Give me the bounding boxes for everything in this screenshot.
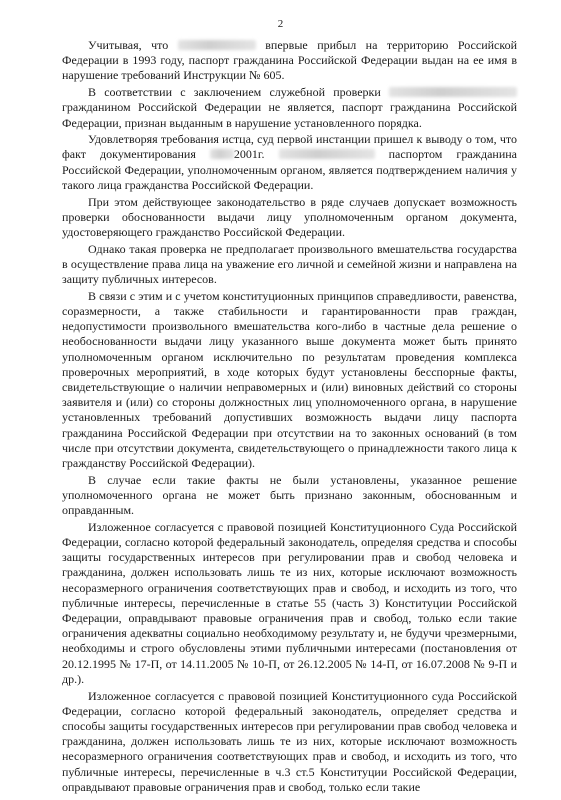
paragraph-1-text-b: впервые прибыл на территорию Российской Федерации в 1993 году, паспорт гражданина Российской Федерации выдан на ее имя в нарушение требований Инструкции № 605. [62, 38, 518, 83]
redacted-name [389, 87, 517, 97]
paragraph-3-text-b: 2001г. [233, 147, 265, 162]
paragraph-2-text-a: В соответствии с заключением служебной проверки [88, 85, 381, 100]
paragraph-2-text-b: гражданином Российской Федерации не является, паспорт гражданина Российской Федерации, признан выданным в нарушение установленного порядка. [62, 100, 517, 130]
paragraph-8: Изложенное согласуется с правовой позицией Конституционного Суда Российской Федерации, согласно которой федеральный законодатель, определяя средства и способы защиты государственных интересов при регулировании прав и свобод человека и гражданина, должен использовать лишь те из них, которые исключают возможность несоразмерного ограничения соответствующих прав и свобод, и исходить из того, что публичные интересы, перечисленные в статье 55 (часть 3) Конституции Российской Федерации, оправдывают правовые ограничения прав и свобод, только если такие ограничения адекватны социально необходимому результату и, не будучи чрезмерными, необходимы и строго обусловлены этими публичными интересами (постановления от 20.12.1995 № 17-П, от 14.11.2005 № 10-П, от 26.12.2005 № 14-П, от 16.07.2008 № 9-П и др.). [62, 519, 517, 686]
paragraph-3-text-c: паспортом гражданина Российской Федерации, уполномоченным органом, является подтверждением наличия у такого лица гражданства Российской Федерации. [62, 147, 517, 192]
paragraph-9: Изложенное согласуется с правовой позицией Конституционного суда Российской Федерации, согласно которой федеральный законодатель, определяет средства и способы защиты государственных интересов при регулировании прав свобод человека и гражданина, должен использовать лишь те из них, которые исключают возможность несоразмерного ограничения соответствующих прав и свобод, и исходить из того, что публичные интересы, перечисленные в ч.3 ст.5 Конституции Российской Федерации, оправдывают правовые ограничения прав и свобод, только если такие [62, 688, 517, 794]
paragraph-3-text-a: Удовлетворяя требования истца, суд первой инстанции пришел к выводу о том, что факт документирования [62, 132, 517, 162]
paragraph-3 [62, 132, 517, 193]
paragraph-5: Однако такая проверка не предполагает произвольного вмешательства государства в осуществление права лица на уважение его личной и семейной жизни и направлена на защиту публичных интересов. [62, 241, 517, 287]
paragraph-7: В случае если такие факты не были установлены, указанное решение уполномоченного органа не может быть признано законным, обоснованным и оправданным. [62, 472, 517, 518]
page-number: 2 [277, 18, 284, 30]
redacted-name [279, 149, 375, 159]
redacted-date [210, 149, 234, 159]
redacted-name [178, 40, 256, 50]
paragraph-1-text-a: Учитывая, что [88, 38, 169, 52]
paragraph-1 [62, 38, 517, 84]
document-body [62, 38, 517, 796]
paragraph-2 [62, 85, 517, 131]
paragraph-6: В связи с этим и с учетом конституционных принципов справедливости, равенства, соразмерности, а также стабильности и гарантированности прав граждан, недопустимости произвольного вмешательства кого-либо в частные дела решение о необоснованности выдачи лицу указанного выше документа может быть принято уполномоченным органом исключительно по результатам проведения комплекса проверочных мероприятий, в ходе которых будут установлены бесспорные факты, свидетельствующие о наличии неправомерных и (или) виновных действий со стороны заявителя и (или) со стороны должностных лиц уполномоченного органа, в нарушение установленных требований допустивших возможность выдачи лицу паспорта гражданина Российской Федерации при отсутствии на то законных оснований (в том числе при отсутствии документа, свидетельствующего о принадлежности такого лица к гражданству Российской Федерации). [62, 288, 517, 470]
paragraph-4: При этом действующее законодательство в ряде случаев допускает возможность проверки обоснованности выдачи лицу уполномоченным органом документа, удостоверяющего гражданство Российской Федерации. [62, 194, 517, 239]
